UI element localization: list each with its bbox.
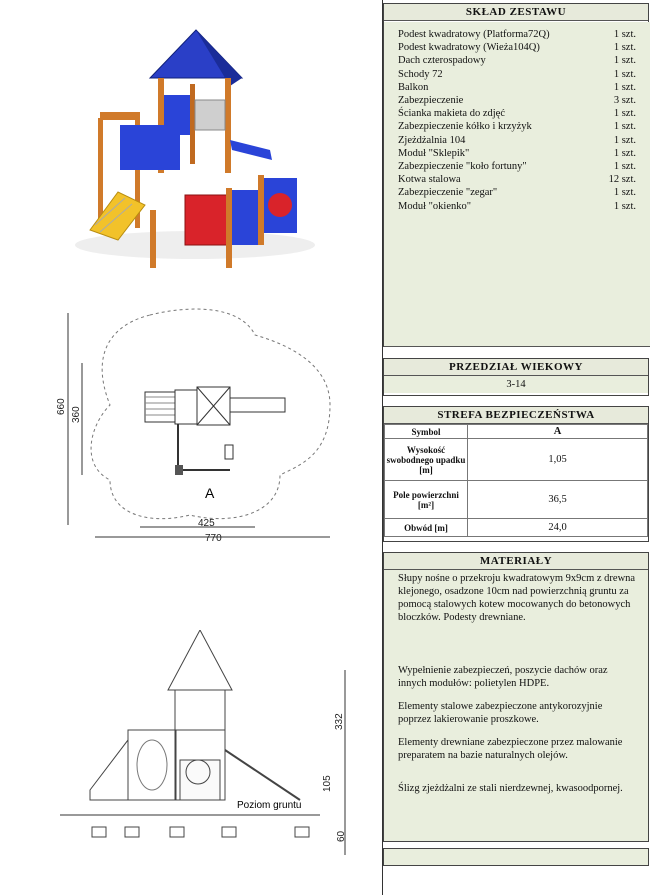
age-title: PRZEDZIAŁ WIEKOWY (384, 359, 648, 376)
dim-60: 60 (336, 830, 347, 842)
dim-660: 660 (56, 398, 67, 415)
materials-p4: Elementy drewniane zabezpieczone przez malowanie preparatem na bazie naturalnych olejów. (398, 737, 623, 761)
item-name: Ścianka makieta do zdjęć (398, 108, 505, 120)
item-name: Dach czterospadowy (398, 55, 486, 67)
area-value: 36,5 (468, 481, 648, 519)
composition-list (384, 22, 650, 347)
item-qty: 1 szt. (613, 121, 636, 133)
item-qty: 1 szt. (613, 29, 636, 40)
empty-section (383, 848, 649, 866)
item-name: Zabezpieczenie kółko i krzyżyk (398, 121, 532, 133)
playground-illustration (0, 0, 380, 280)
symbol-value: A (468, 425, 648, 439)
item-qty: 1 szt. (613, 42, 636, 54)
item-qty: 1 szt. (613, 161, 636, 173)
composition-row (384, 54, 650, 67)
perimeter-value: 24,0 (468, 519, 648, 537)
item-qty: 1 szt. (613, 134, 636, 146)
safety-section (383, 406, 649, 542)
item-name: Moduł "okienko" (398, 200, 472, 212)
composition-section (383, 3, 649, 347)
dim-332: 332 (334, 713, 345, 730)
materials-p3: Elementy stalowe zabezpieczone antykorozyjnie poprzez lakierowanie proszkowe. (398, 701, 603, 725)
safety-table (384, 424, 648, 537)
item-qty: 1 szt. (613, 200, 636, 212)
item-name: Zjeżdżalnia 104 (398, 134, 466, 146)
plan-view-drawing (0, 305, 380, 545)
composition-row (384, 28, 650, 41)
composition-row (384, 200, 650, 213)
materials-p1: Słupy nośne o przekroju kwadratowym 9x9cm z drewna klejonego, osadzone 10cm nad powierzchnią gruntu za pomocą stalowych kotew mocowanych do betonowych bloczków. Podesty drewniane. (398, 573, 636, 623)
spec-panel (382, 0, 651, 895)
age-value: 3-14 (384, 376, 648, 393)
item-name: Podest kwadratowy (Platforma72Q) (398, 29, 550, 40)
composition-row (384, 186, 650, 199)
item-name: Moduł "Sklepik" (398, 147, 470, 159)
item-name: Zabezpieczenie "koło fortuny" (398, 161, 527, 173)
fall-value: 1,05 (468, 439, 648, 481)
item-name: Kotwa stalowa (398, 174, 461, 186)
item-name: Zabezpieczenie (398, 95, 464, 107)
composition-title: SKŁAD ZESTAWU (384, 4, 648, 21)
item-qty: 1 szt. (613, 55, 636, 67)
composition-row (384, 160, 650, 173)
zone-label: A (205, 485, 215, 501)
item-name: Schody 72 (398, 68, 443, 80)
safety-title: STREFA BEZPIECZEŃSTWA (384, 407, 648, 424)
composition-row (384, 107, 650, 120)
dim-360: 360 (71, 406, 82, 423)
dim-105: 105 (322, 775, 333, 792)
item-qty: 1 szt. (613, 81, 636, 93)
composition-row (384, 81, 650, 94)
area-label: Pole powierzchni [m²] (385, 481, 468, 519)
dim-770: 770 (205, 533, 222, 544)
item-qty: 1 szt. (613, 108, 636, 120)
composition-row (384, 120, 650, 133)
materials-p5: Ślizg zjeżdżalni ze stali nierdzewnej, kwasoodpornej. (398, 783, 623, 794)
materials-title: MATERIAŁY (384, 553, 648, 570)
item-name: Balkon (398, 81, 429, 93)
composition-row (384, 68, 650, 81)
symbol-label: Symbol (385, 425, 468, 439)
dim-425: 425 (198, 518, 215, 529)
materials-p2: Wypełnienie zabezpieczeń, poszycie dachów oraz innych modułów: polietylen HDPE. (398, 665, 608, 689)
item-qty: 1 szt. (613, 68, 636, 80)
composition-row (384, 173, 650, 186)
perimeter-label: Obwód [m] (385, 519, 468, 537)
composition-row (384, 134, 650, 147)
ground-label: Poziom gruntu (237, 800, 302, 811)
item-qty: 3 szt. (613, 95, 636, 107)
item-qty: 1 szt. (613, 187, 636, 199)
elevation-drawing (0, 630, 380, 870)
fall-label: Wysokość swobodnego upadku [m] (385, 439, 468, 481)
materials-text (384, 570, 648, 795)
item-qty: 1 szt. (613, 147, 636, 159)
age-section (383, 358, 649, 396)
item-name: Podest kwadratowy (Wieża104Q) (398, 42, 540, 54)
item-name: Zabezpieczenie "zegar" (398, 187, 498, 199)
item-qty: 12 szt. (608, 174, 636, 186)
composition-row (384, 94, 650, 107)
materials-section (383, 552, 649, 842)
composition-row (384, 41, 650, 54)
composition-row (384, 147, 650, 160)
